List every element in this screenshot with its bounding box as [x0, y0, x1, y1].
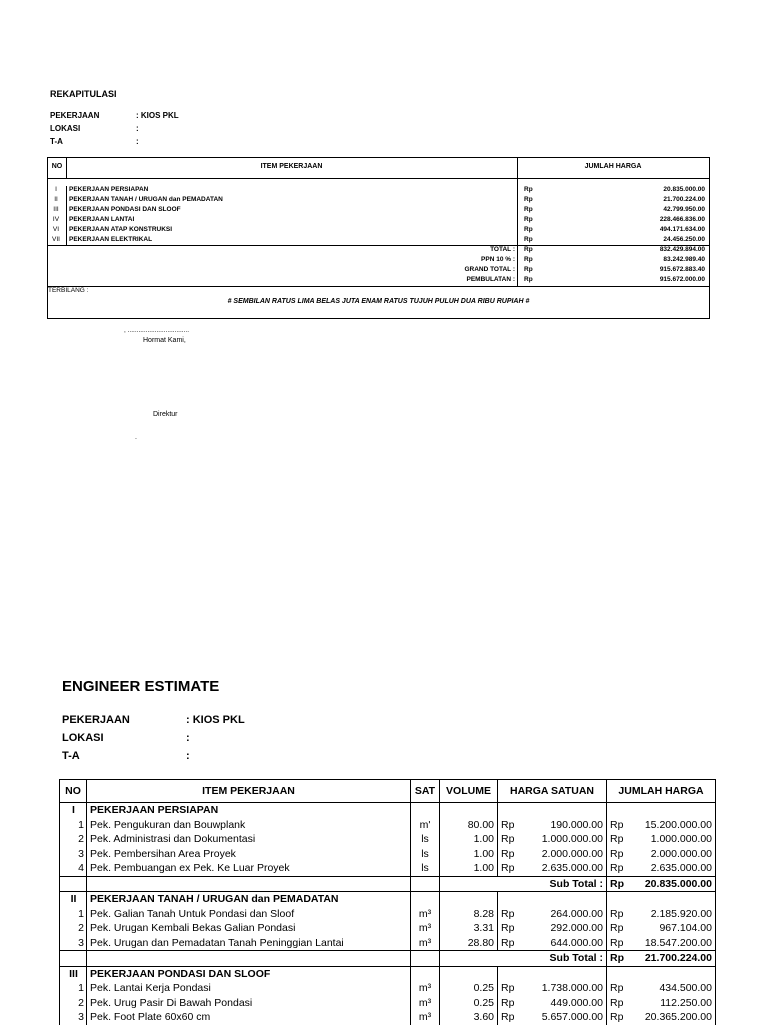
estimate-table	[59, 779, 716, 1025]
rekap-total-row: TOTAL : Rp 832.429.894.00	[490, 246, 705, 253]
table-row: 1 Pek. Galian Tanah Untuk Pondasi dan Sloof m³ 8.28 Rp 264.000.00 Rp 2.185.920.00	[60, 907, 716, 922]
subtotal-row: Sub Total : Rp 21.700.224.00	[60, 951, 716, 967]
rekap-header-jumlah: JUMLAH HARGA	[584, 163, 642, 170]
section-row: III PEKERJAAN PONDASI DAN SLOOF	[60, 966, 716, 981]
rekap-meta-pekerjaan	[50, 111, 179, 120]
rekap-pembulatan-row: PEMBULATAN : Rp 915.672.000.00	[466, 276, 705, 283]
meta-value: :	[136, 137, 139, 146]
table-row: 1 Pek. Pengukuran dan Bouwplank m' 80.00 Rp 190.000.00 Rp 15.200.000.00	[60, 818, 716, 833]
rekap-row: III PEKERJAAN PONDASI DAN SLOOF Rp 42.799.950.00	[53, 206, 705, 213]
meta-value: : KIOS PKL	[136, 111, 179, 120]
header-no: NO	[60, 780, 87, 803]
header-volume: VOLUME	[440, 780, 498, 803]
header-harga-satuan: HARGA SATUAN	[498, 780, 607, 803]
estimate-meta-ta	[62, 750, 190, 762]
terbilang-label: TERBILANG :	[48, 287, 89, 294]
rekap-row: VI PEKERJAAN ATAP KONSTRUKSI Rp 494.171.634.00	[52, 226, 705, 233]
rekap-row: II PEKERJAAN TANAH / URUGAN dan PEMADATAN Rp 21.700.224.00	[54, 196, 705, 203]
rekap-title: REKAPITULASI	[50, 89, 117, 99]
header-sat: SAT	[411, 780, 440, 803]
table-row: 1 Pek. Lantai Kerja Pondasi m³ 0.25 Rp 1.738.000.00 Rp 434.500.00	[60, 981, 716, 996]
section-row: I PEKERJAAN PERSIAPAN	[60, 803, 716, 818]
direktur-label: Direktur	[153, 411, 178, 418]
rekap-row: IV PEKERJAAN LANTAI Rp 228.466.836.00	[52, 216, 705, 223]
table-row: 2 Pek. Urug Pasir Di Bawah Pondasi m³ 0.25 Rp 449.000.00 Rp 112.250.00	[60, 996, 716, 1011]
table-row: 3 Pek. Urugan dan Pemadatan Tanah Peninggian Lantai m³ 28.80 Rp 644.000.00 Rp 18.547.200.00	[60, 936, 716, 951]
rekap-meta-ta	[50, 137, 139, 146]
table-row: 2 Pek. Administrasi dan Dokumentasi ls 1.00 Rp 1.000.000.00 Rp 1.000.000.00	[60, 832, 716, 847]
estimate-header-row	[60, 780, 716, 803]
meta-value: :	[186, 750, 190, 762]
rekap-header-no: NO	[51, 163, 63, 170]
rekap-row: I PEKERJAAN PERSIAPAN Rp 20.835.000.00	[55, 186, 705, 193]
subtotal-row: Sub Total : Rp 20.835.000.00	[60, 876, 716, 892]
estimate-meta-pekerjaan	[62, 714, 245, 726]
signature-line: .	[135, 434, 137, 441]
meta-label: LOKASI	[50, 124, 81, 133]
meta-value: :	[186, 732, 190, 744]
meta-label: PEKERJAAN	[50, 111, 100, 120]
signature-place-date: , ..................................	[124, 327, 190, 334]
meta-label: T-A	[62, 750, 80, 762]
table-row: 3 Pek. Foot Plate 60x60 cm m³ 3.60 Rp 5.657.000.00 Rp 20.365.200.00	[60, 1010, 716, 1025]
rekap-ppn-row: PPN 10 % : Rp 83.242.989.40	[481, 256, 705, 263]
meta-label: T-A	[50, 137, 63, 146]
section-row: II PEKERJAAN TANAH / URUGAN dan PEMADATAN	[60, 892, 716, 907]
header-item: ITEM PEKERJAAN	[87, 780, 411, 803]
terbilang-text: # SEMBILAN RATUS LIMA BELAS JUTA ENAM RATUS TUJUH PULUH DUA RIBU RUPIAH #	[227, 298, 530, 305]
table-row: 3 Pek. Pembersihan Area Proyek ls 1.00 Rp 2.000.000.00 Rp 2.000.000.00	[60, 847, 716, 862]
rekap-table	[47, 157, 710, 319]
estimate-meta-lokasi	[62, 732, 190, 744]
hormat-kami: Hormat Kami,	[143, 337, 186, 344]
table-row: 4 Pek. Pembuangan ex Pek. Ke Luar Proyek ls 1.00 Rp 2.635.000.00 Rp 2.635.000.00	[60, 861, 716, 876]
rekap-header-item: ITEM PEKERJAAN	[260, 163, 323, 170]
meta-value: : KIOS PKL	[186, 714, 245, 726]
header-jumlah-harga: JUMLAH HARGA	[607, 780, 716, 803]
estimate-title: ENGINEER ESTIMATE	[62, 678, 220, 695]
rekap-meta-lokasi	[50, 124, 139, 133]
rekap-grand-total-row: GRAND TOTAL : Rp 915.672.883.40	[464, 266, 705, 273]
meta-label: LOKASI	[62, 732, 104, 744]
table-row: 2 Pek. Urugan Kembali Bekas Galian Pondasi m³ 3.31 Rp 292.000.00 Rp 967.104.00	[60, 921, 716, 936]
rekap-row: VII PEKERJAAN ELEKTRIKAL Rp 24.456.250.00	[52, 236, 705, 243]
meta-value: :	[136, 124, 139, 133]
meta-label: PEKERJAAN	[62, 714, 130, 726]
